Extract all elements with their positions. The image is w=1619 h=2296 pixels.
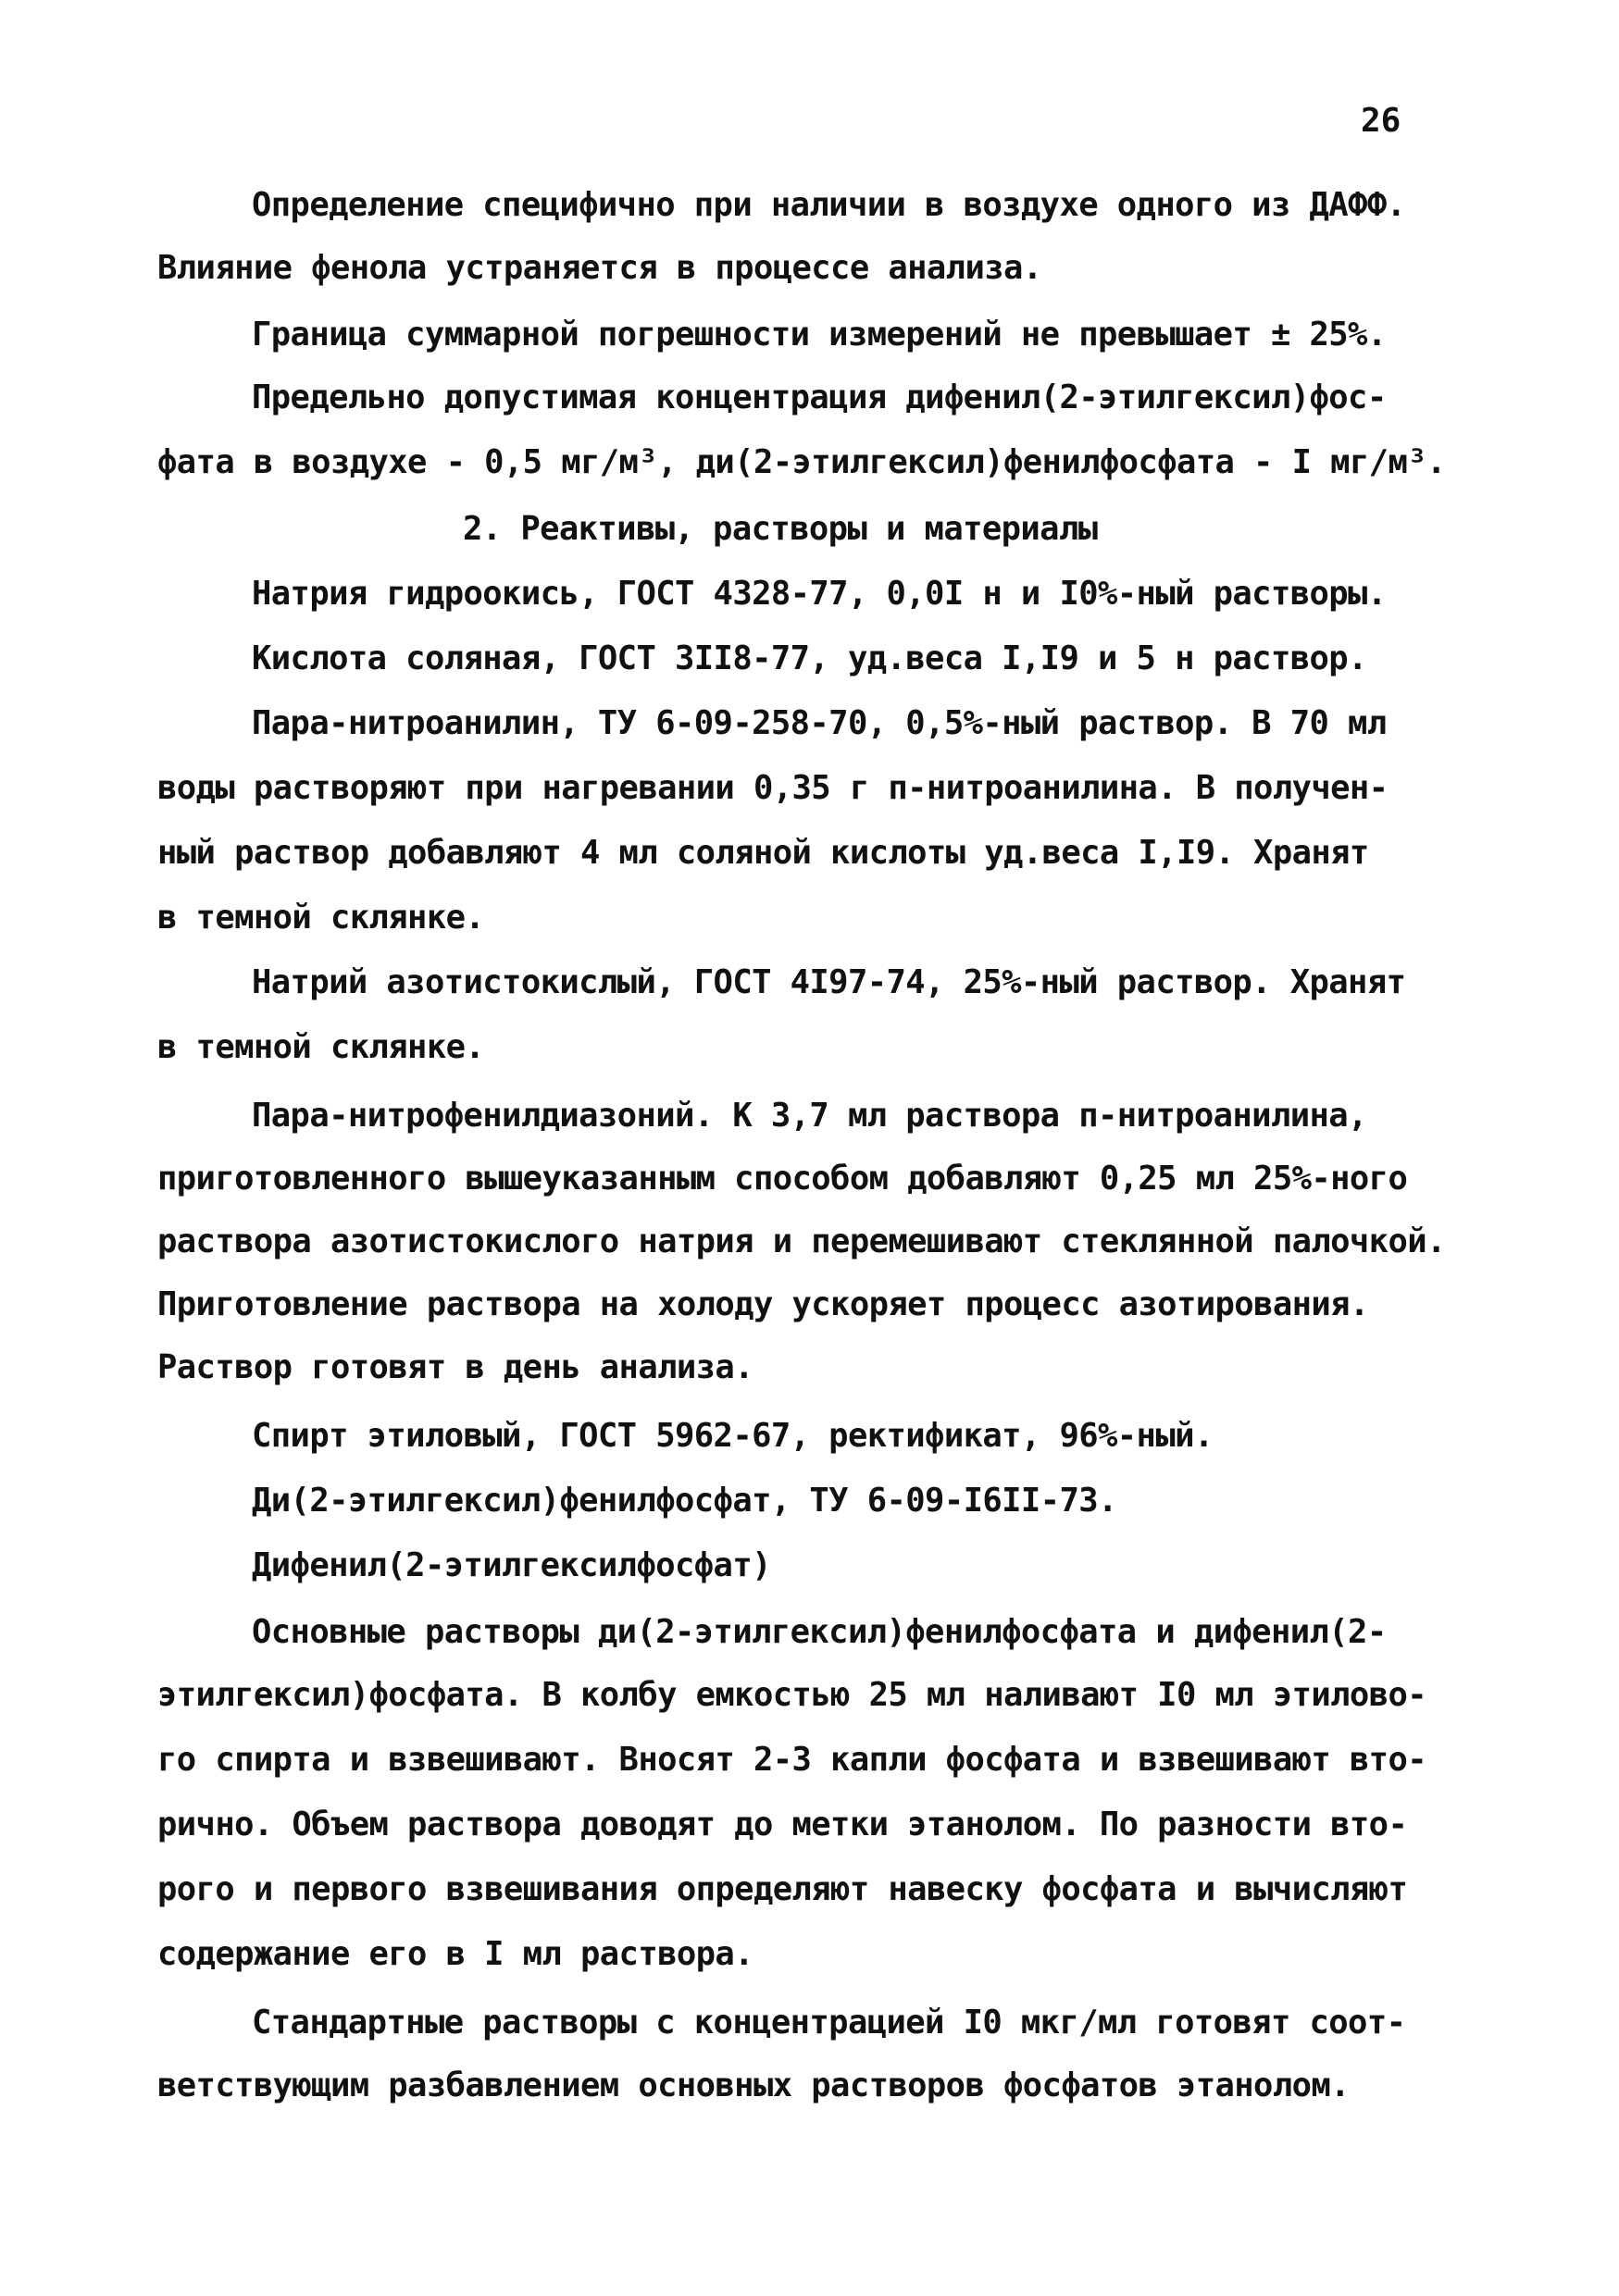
text-line: раствора азотистокислого натрия и перемешивают стеклянной палочкой. — [157, 1222, 1446, 1260]
text-line: ветствующим разбавлением основных растворов фосфатов этанолом. — [157, 2066, 1350, 2104]
text-line: го спирта и взвешивают. Вносят 2-3 капли фосфата и взвешивают вто- — [157, 1741, 1427, 1779]
text-line: в темной склянке. — [157, 1028, 485, 1066]
text-line: Пара-нитрофенилдиазоний. К 3,7 мл раствора п-нитроанилина, — [252, 1097, 1367, 1135]
text-line: Граница суммарной погрешности измерений не превышает ± 25%. — [252, 316, 1387, 354]
text-line: этилгексил)фосфата. В колбу емкостью 25 мл наливают I0 мл этилово- — [157, 1676, 1427, 1714]
text-line: рично. Объем раствора доводят до метки этанолом. По разности вто- — [157, 1806, 1408, 1843]
text-line: Натрий азотистокислый, ГОСТ 4I97-74, 25%-ный раствор. Хранят — [252, 963, 1406, 1001]
text-line: Кислота соляная, ГОСТ 3II8-77, уд.веса I,I9 и 5 н раствор. — [252, 639, 1367, 677]
text-line: Приготовление раствора на холоду ускоряет процесс азотирования. — [157, 1285, 1369, 1323]
text-line: Спирт этиловый, ГОСТ 5962-67, ректификат, 96%-ный. — [252, 1417, 1214, 1455]
text-line: Стандартные растворы с концентрацией I0 мкг/мл готовят соот- — [252, 2004, 1406, 2042]
text-line: рого и первого взвешивания определяют навеску фосфата и вычисляют — [157, 1870, 1408, 1908]
text-line: Определение специфично при наличии в воздухе одного из ДАФФ. — [252, 186, 1406, 224]
text-line: Предельно допустимая концентрация дифенил(2-этилгексил)фос- — [252, 379, 1387, 416]
text-line: Основные растворы ди(2-этилгексил)фенилфосфата и дифенил(2- — [252, 1613, 1387, 1651]
text-line: приготовленного вышеуказанным способом добавляют 0,25 мл 25%-ного — [157, 1160, 1408, 1198]
text-line: Дифенил(2-этилгексилфосфат) — [252, 1546, 771, 1584]
text-line: содержание его в I мл раствора. — [157, 1935, 753, 1973]
text-line: Раствор готовят в день анализа. — [157, 1348, 753, 1386]
text-line: ный раствор добавляют 4 мл соляной кислоты уд.веса I,I9. Хранят — [157, 834, 1369, 872]
text-line: Ди(2-этилгексил)фенилфосфат, ТУ 6-09-I6II-73. — [252, 1482, 1117, 1520]
text-line: Влияние фенола устраняется в процессе анализа. — [157, 249, 1042, 287]
page-number: 26 — [1361, 102, 1401, 140]
text-line: Натрия гидроокись, ГОСТ 4328-77, 0,0I н и I0%-ный растворы. — [252, 575, 1387, 613]
text-line: фата в воздухе - 0,5 мг/м³, ди(2-этилгексил)фенилфосфата - I мг/м³. — [157, 443, 1446, 481]
text-line: воды растворяют при нагревании 0,35 г п-нитроанилина. В получен- — [157, 769, 1389, 807]
section-heading: 2. Реактивы, растворы и материалы — [463, 510, 1098, 548]
text-line: Пара-нитроанилин, ТУ 6-09-258-70, 0,5%-ный раствор. В 70 мл — [252, 704, 1387, 742]
text-line: в темной склянке. — [157, 899, 485, 937]
